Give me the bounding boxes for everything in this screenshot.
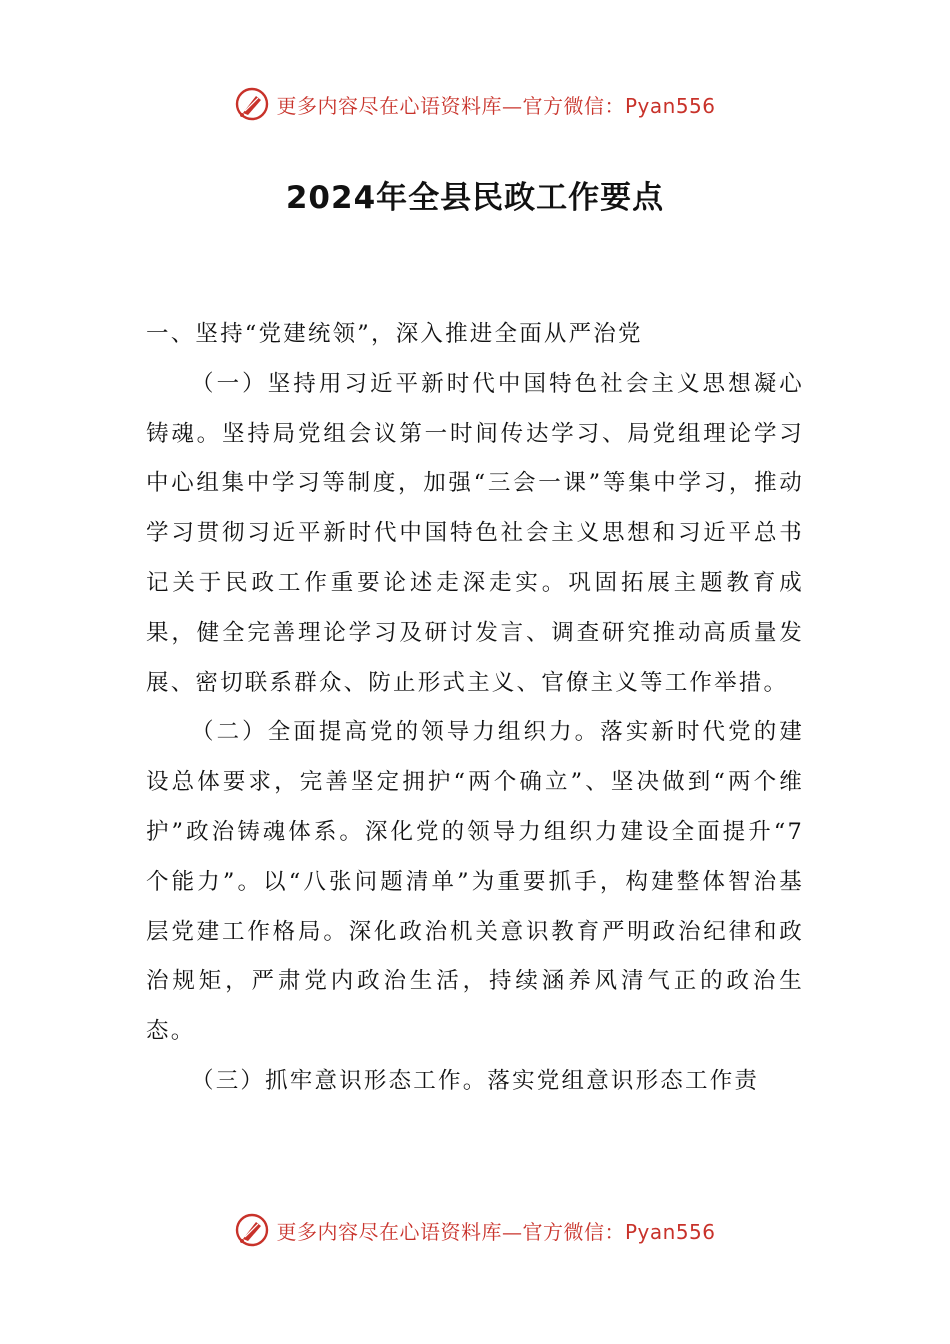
paragraph: （二）全面提高党的领导力组织力。落实新时代党的建设总体要求，完善坚定拥护“两个确立”、坚决做到“两个维护”政治铸魂体系。深化党的领导力组织力建设全面提升“7个能力”。以“八张问题清单”为重要抓手，构建整体智治基层党建工作格局。深化政治机关意识教育严明政治纪律和政治规矩，严肃党内政治生活，持续涵养风清气正的政治生态。 bbox=[146, 719, 804, 1045]
wechat-id: Pyan556 bbox=[624, 1219, 716, 1244]
document-title: 2024年全县民政工作要点 bbox=[285, 180, 665, 216]
document-body bbox=[146, 310, 804, 1107]
watermark-text: 更多内容尽在心语资料库—官方微信：Pyan556 bbox=[276, 93, 716, 118]
paragraph: （一）坚持用习近平新时代中国特色社会主义思想凝心铸魂。坚持局党组会议第一时间传达学习、局党组理论学习中心组集中学习等制度，加强“三会一课”等集中学习，推动学习贯彻习近平新时代中国特色社会主义思想和习近平总书记关于民政工作重要论述走深走实。巩固拓展主题教育成果，健全完善理论学习及研讨发言、调查研究推动高质量发展、密切联系群众、防止形式主义、官僚主义等工作举措。 bbox=[146, 370, 804, 696]
watermark-banner-bottom bbox=[0, 1210, 950, 1250]
watermark-banner-top bbox=[0, 84, 950, 124]
pen-nib-logo-icon bbox=[234, 1212, 270, 1248]
section-heading: 一、坚持“党建统领”，深入推进全面从严治党 bbox=[146, 321, 643, 347]
pen-nib-logo-icon bbox=[234, 86, 270, 122]
watermark-text: 更多内容尽在心语资料库—官方微信：Pyan556 bbox=[276, 1219, 716, 1244]
wechat-id: Pyan556 bbox=[624, 93, 716, 118]
paragraph: （三）抓牢意识形态工作。落实党组意识形态工作责 bbox=[191, 1067, 760, 1094]
